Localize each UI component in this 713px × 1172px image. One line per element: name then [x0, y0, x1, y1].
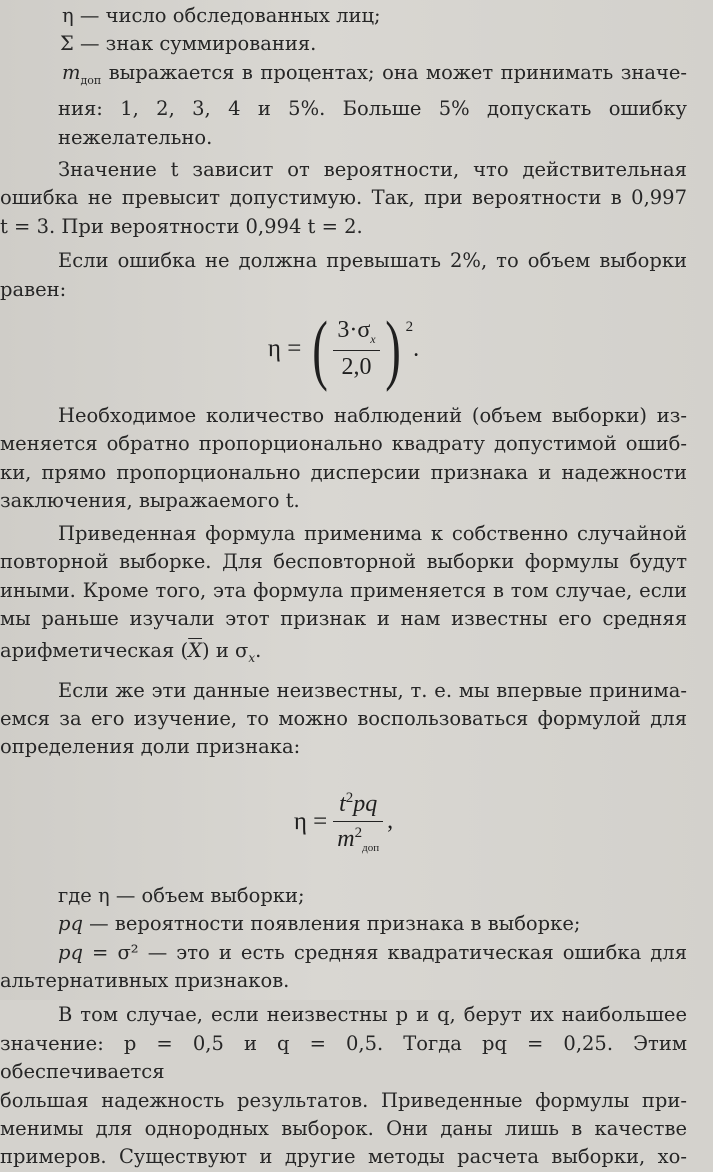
sample-size-formula: η = ( $\frac{3\cdot\sigma_x}{2,0}$ ) $^2$ . — [267, 305, 420, 393]
text-line: η — число обследованных лиц; — [62, 4, 381, 27]
proportion-formula: η = $\frac{t^2pq}{m^2_{доп}}$ , — [293, 789, 394, 855]
text-line: Σ — знак суммирования. — [60, 32, 317, 56]
paragraph: Приведенная формула применима к собственно случайной повторной выборке. Для бесповторной выборки формулы будут иными. Кроме того, эта формула применяется в том случае, если мы раньше изучали этот признак и нам известны его средняя арифметическая $(\overline{X})$ и $\sigma_x$. — [0, 521, 687, 666]
paragraph: Если же эти данные неизвестны, т. е. мы впервые принима- емся за его изучение, то можно воспользоваться формулой для определения доли признака: — [0, 678, 687, 759]
paragraph: В том случае, если неизвестны p и q, берут их наибольшее значение: p = 0,5 и q = 0,5. Тогда pq = 0,25. Этим обеспечивается большая надежность результатов. Приведенные формулы при- менимы для однородных выборок. Они даны лишь в качестве примеров. Существуют и другие методы расчета выборки, хо- — [0, 1003, 687, 1169]
paragraph: pq = σ² — это и есть средняя квадратическая ошибка для альтернативных признаков. — [0, 940, 687, 993]
paragraph: Необходимое количество наблюдений (объем выборки) из- меняется обратно пропорционально квадрату допустимой ошиб- ки, прямо пропорционально дисперсии признака и надежности заключения, выражаемого t. — [0, 404, 687, 513]
paragraph: Если ошибка не должна превышать 2%, то объем выборки равен: — [0, 249, 687, 301]
paragraph: Значение t зависит от вероятности, что действительная ошибка не превысит допустимую. Так, при вероятности в 0,997 t = 3. При вероятности 0,994 t = 2. — [0, 158, 687, 238]
text-line: pq — вероятности появления признака в выборке; — [58, 912, 581, 936]
paragraph: $m_{доп}$ выражается в процентах; она может принимать значе- ния: 1, 2, 3, 4 и 5%. Больше 5% допускать ошибку нежелательно. — [58, 60, 687, 149]
text-line: где η — объем выборки; — [58, 883, 305, 907]
